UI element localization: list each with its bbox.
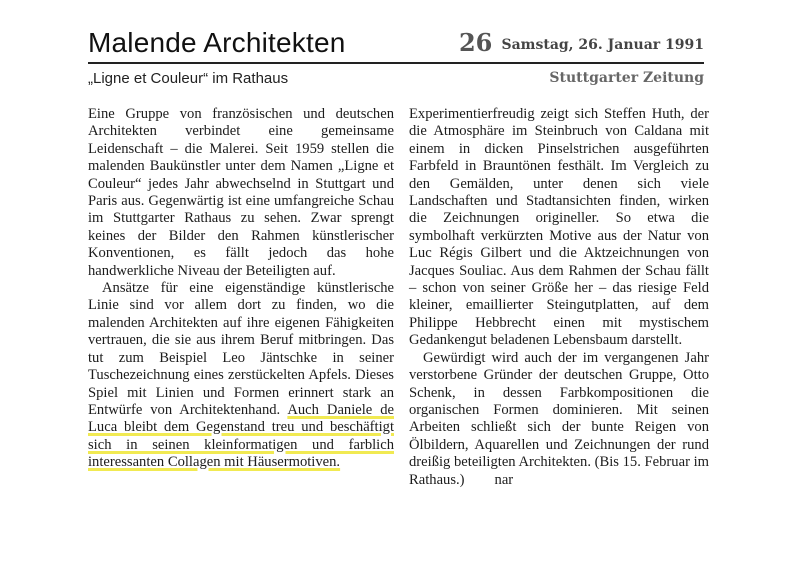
paragraph: Experimentierfreudig zeigt sich Steffen Huth, der die Atmosphäre im Steinbruch von Caldana mit einem in dicken Pinselstrichen ausgeführten Farbfeld in Brauntönen festhält. Im Vergleich zu den Gemälden, unter denen sich viele Landschaften und Stadtansichten finden, wirken die Zeichnungen origineller. So etwa die symbolhaft verkürzten Motive aus der Natur von Luc Régis Gilbert und die Aktzeichnungen von Jacques Souliac. Aus dem Rahmen der Schau fällt – schon von seiner Größe her – das riesige Feld kleiner, emaillierter Steingutplatten, auf dem Philippe Hebbrecht einen mit mystischem Gedankengut beladenen Lebensbaum darstellt.	[409, 106, 709, 349]
article-column-right	[409, 106, 709, 489]
issue-info	[459, 28, 704, 57]
paragraph: Eine Gruppe von französischen und deutschen Architekten verbindet eine gemeinsame Leidenschaft – die Malerei. Seit 1959 stellen die malenden Baukünstler unter dem Namen „Ligne et Couleur“ jedes Jahr abwechselnd in Stuttgart und Paris aus. Gegenwärtig ist eine umfangreiche Schau im Stuttgarter Rathaus zu sehen. Zwar sprengt keines der Bilder den Rahmen künstlerischer Konventionen, es fällt jedoch das hohe handwerkliche Niveau der Beteiligten auf.	[88, 106, 394, 279]
author-signature: nar	[494, 471, 514, 488]
issue-date: Samstag, 26. Januar 1991	[501, 37, 704, 53]
paragraph-text: Gewürdigt wird auch der im vergangenen Jahr verstorbene Gründer der deutschen Gruppe, Otto Schenk, in dessen Farbkompositionen die organischen Formen dominieren. Mit seinen Arbeiten schließt sich der bunte Reigen von Ölbildern, Aquarellen und Zeichnungen der rund dreißig beteiligten Architekten. (Bis 15. Februar im Rathaus.)	[409, 349, 709, 488]
masthead	[88, 26, 704, 64]
highlighted-passage: Auch Daniele de Luca bleibt dem Gegenstand treu und beschäftigt sich in seinen kleinformatigen und farblich interessanten Collagen mit Häusermotiven.	[88, 401, 395, 471]
section-title: Malende Architekten	[88, 27, 346, 58]
paragraph-text: Ansätze für eine eigenständige künstlerische Linie sind vor allem dort zu finden, wo die malenden Architekten auf ihre eigenen Fähigkeiten vertrauen, die sie aus ihrem Beruf mitbringen. Das tut zum Beispiel Leo Jäntschke in seiner Tuschezeichnung eines zerstückelten Apfels. Dieses Spiel mit Linien und Formen erinnert stark an Entwürfe von Architektenhand.	[88, 280, 394, 418]
paragraph	[88, 280, 394, 471]
article-column-left	[88, 106, 394, 472]
newspaper-name: Stuttgarter Zeitung	[549, 70, 704, 86]
page-number: 26	[458, 28, 493, 57]
article-headline: „Ligne et Couleur“ im Rathaus	[88, 70, 289, 87]
paragraph	[409, 350, 709, 489]
